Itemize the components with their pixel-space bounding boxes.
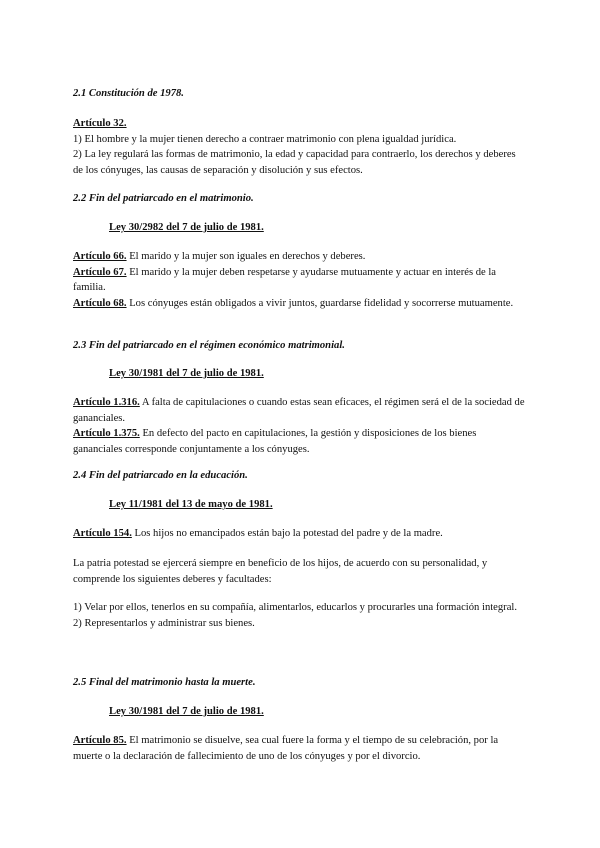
- section-heading-2-3: 2.3 Fin del patriarcado en el régimen económico matrimonial.: [73, 340, 345, 351]
- article-text: En defecto del pacto en capitulaciones, la gestión y disposiciones de los bienes gananciales corresponde conjuntamente a los cónyuges.: [73, 428, 477, 455]
- paragraph: 1) Velar por ellos, tenerlos en su compañía, alimentarlos, educarlos y procurarles una formación integral. 2) Representarlos y administrar sus bienes.: [73, 602, 518, 629]
- articles-block: [73, 526, 525, 542]
- law-title: Ley 30/1981 del 7 de julio de 1981.: [109, 368, 264, 379]
- section-heading-2-1: 2.1 Constitución de 1978.: [73, 88, 184, 99]
- article-text: El matrimonio se disuelve, sea cual fuere la forma y el tiempo de su celebración, por la muerte o la declaración de fallecimiento de uno de los cónyuges y por el divorcio.: [73, 735, 499, 762]
- article-text: Los hijos no emancipados están bajo la potestad del padre y de la madre.: [131, 528, 443, 539]
- article-label: Artículo 1.316.: [73, 397, 140, 408]
- article-label: Artículo 1.375.: [73, 428, 140, 439]
- article-item: [73, 735, 498, 762]
- article-label: Artículo 154.: [73, 528, 132, 539]
- article-label: Artículo 67.: [73, 266, 127, 278]
- article-label: Artículo 85.: [73, 735, 127, 746]
- article-text: A falta de capitulaciones o cuando estas sean eficaces, el régimen será el de la sociedad de gananciales.: [73, 397, 525, 424]
- article-text: El marido y la mujer son iguales en derechos y deberes.: [126, 251, 366, 262]
- article-item: [73, 298, 513, 309]
- law-title: Ley 11/1981 del 13 de mayo de 1981.: [109, 499, 273, 510]
- articles-block: [73, 249, 525, 311]
- law-title: Ley 30/1981 del 7 de julio de 1981.: [109, 706, 264, 717]
- section-heading-2-4: 2.4 Fin del patriarcado en la educación.: [73, 470, 248, 481]
- articles-block: [73, 395, 525, 457]
- article-text: 1) El hombre y la mujer tienen derecho a contraer matrimonio con plena igualdad jurídica.: [73, 133, 457, 145]
- section-heading-2-5: 2.5 Final del matrimonio hasta la muerte.: [73, 677, 256, 688]
- article-item: [73, 251, 365, 262]
- article-text: 2) La ley regulará las formas de matrimonio, la edad y capacidad para contraerlo, los derechos y deberes de los cónyuges, las causas de separación y disolución y sus efectos.: [73, 149, 516, 176]
- article-text: El marido y la mujer deben respetarse y ayudarse mutuamente y actuar en interés de la familia.: [73, 266, 497, 293]
- article-32-block: [73, 116, 525, 178]
- article-item: [73, 428, 476, 455]
- article-item: [73, 528, 443, 539]
- article-label: Artículo 68.: [73, 297, 127, 309]
- law-title: Ley 30/2982 del 7 de julio de 1981.: [109, 222, 264, 233]
- article-item: [73, 397, 525, 424]
- article-item: [73, 267, 496, 294]
- article-label: Artículo 66.: [73, 251, 127, 262]
- article-text: Los cónyuges están obligados a vivir juntos, guardarse fidelidad y socorrerse mutuamente.: [126, 297, 514, 309]
- paragraph: La patria potestad se ejercerá siempre en beneficio de los hijos, de acuerdo con su personalidad, y comprende los siguientes deberes y facultades:: [73, 558, 488, 585]
- articles-block: [73, 733, 525, 764]
- section-heading-2-2: 2.2 Fin del patriarcado en el matrimonio.: [73, 193, 254, 204]
- article-label: Artículo 32.: [73, 118, 127, 129]
